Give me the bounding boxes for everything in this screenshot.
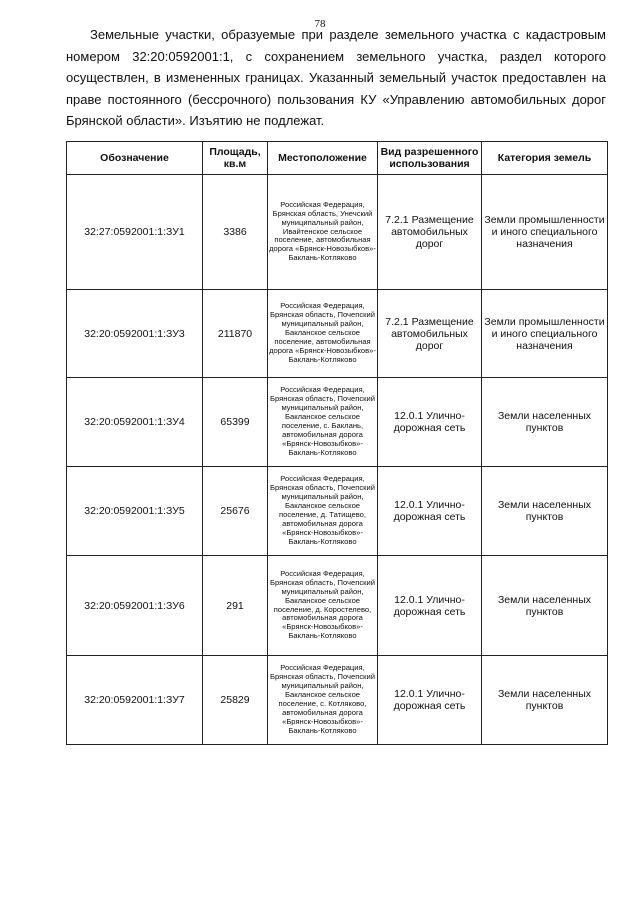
cell-permitted-use: 12.0.1 Улично-дорожная сеть [378, 556, 482, 656]
cell-permitted-use: 7.2.1 Размещение автомобильных дорог [378, 290, 482, 378]
cell-designation: 32:20:0592001:1:ЗУ4 [67, 378, 203, 467]
cell-area: 291 [203, 556, 268, 656]
cell-area: 25829 [203, 656, 268, 745]
header-permitted-use: Вид разрешенного использования [378, 142, 482, 175]
cell-location: Российская Федерация, Брянская область, Почепский муниципальный район, Бакланское сельское поселение, автомобильная дорога «Брянск-Новозыбков»-Баклань-Котляково [268, 290, 378, 378]
cell-land-category: Земли населенных пунктов [482, 556, 608, 656]
cell-designation: 32:20:0592001:1:ЗУ6 [67, 556, 203, 656]
cell-designation: 32:20:0592001:1:ЗУ5 [67, 467, 203, 556]
table-row [67, 378, 608, 467]
cell-designation: 32:27:0592001:1:ЗУ1 [67, 175, 203, 290]
header-designation: Обозначение [67, 142, 203, 175]
table-row [67, 656, 608, 745]
table-row [67, 175, 608, 290]
cell-area: 3386 [203, 175, 268, 290]
header-area: Площадь, кв.м [203, 142, 268, 175]
cell-area: 25676 [203, 467, 268, 556]
table-row [67, 467, 608, 556]
header-location: Местоположение [268, 142, 378, 175]
cell-location: Российская Федерация, Брянская область, Унечский муниципальный район, Ивайтенское сельское поселение, автомобильная дорога «Брянск-Новозыбков»-Баклань-Котляково [268, 175, 378, 290]
cell-permitted-use: 12.0.1 Улично-дорожная сеть [378, 467, 482, 556]
intro-paragraph: Земельные участки, образуемые при разделе земельного участка с кадастровым номером 32:20:0592001:1, с сохранением земельного участка, раздел которого осуществлен, в измененных границах. Указанный земельный участок предоставлен на праве постоянного (бессрочного) пользования КУ «Управлению автомобильных дорог Брянской области». Изъятию не подлежат. [66, 27, 606, 128]
table-row [67, 290, 608, 378]
cell-permitted-use: 12.0.1 Улично-дорожная сеть [378, 656, 482, 745]
cell-location: Российская Федерация, Брянская область, Почепский муниципальный район, Бакланское сельское поселение, с. Котляково, автомобильная дорога «Брянск-Новозыбков»-Баклань-Котляково [268, 656, 378, 745]
cell-land-category: Земли населенных пунктов [482, 656, 608, 745]
table-row [67, 556, 608, 656]
header-land-category: Категория земель [482, 142, 608, 175]
cell-area: 211870 [203, 290, 268, 378]
cell-land-category: Земли промышленности и иного специального назначения [482, 175, 608, 290]
land-plots-table [66, 141, 608, 745]
cell-location: Российская Федерация, Брянская область, Почепский муниципальный район, Бакланское сельское поселение, д. Татищево, автомобильная дорога «Брянск-Новозыбков»-Баклань-Котляково [268, 467, 378, 556]
cell-location: Российская Федерация, Брянская область, Почепский муниципальный район, Бакланское сельское поселение, д. Коростелево, автомобильная дорога «Брянск-Новозыбков»-Баклань-Котляково [268, 556, 378, 656]
cell-designation: 32:20:0592001:1:ЗУ3 [67, 290, 203, 378]
cell-land-category: Земли промышленности и иного специального назначения [482, 290, 608, 378]
cell-land-category: Земли населенных пунктов [482, 467, 608, 556]
cell-land-category: Земли населенных пунктов [482, 378, 608, 467]
cell-area: 65399 [203, 378, 268, 467]
table-header-row [67, 142, 608, 175]
cell-designation: 32:20:0592001:1:ЗУ7 [67, 656, 203, 745]
cell-permitted-use: 7.2.1 Размещение автомобильных дорог [378, 175, 482, 290]
cell-location: Российская Федерация, Брянская область, Почепский муниципальный район, Бакланское сельское поселение, с. Баклань, автомобильная дорога «Брянск-Новозыбков»-Баклань-Котляково [268, 378, 378, 467]
page-number: 78 [314, 18, 326, 30]
cell-permitted-use: 12.0.1 Улично-дорожная сеть [378, 378, 482, 467]
